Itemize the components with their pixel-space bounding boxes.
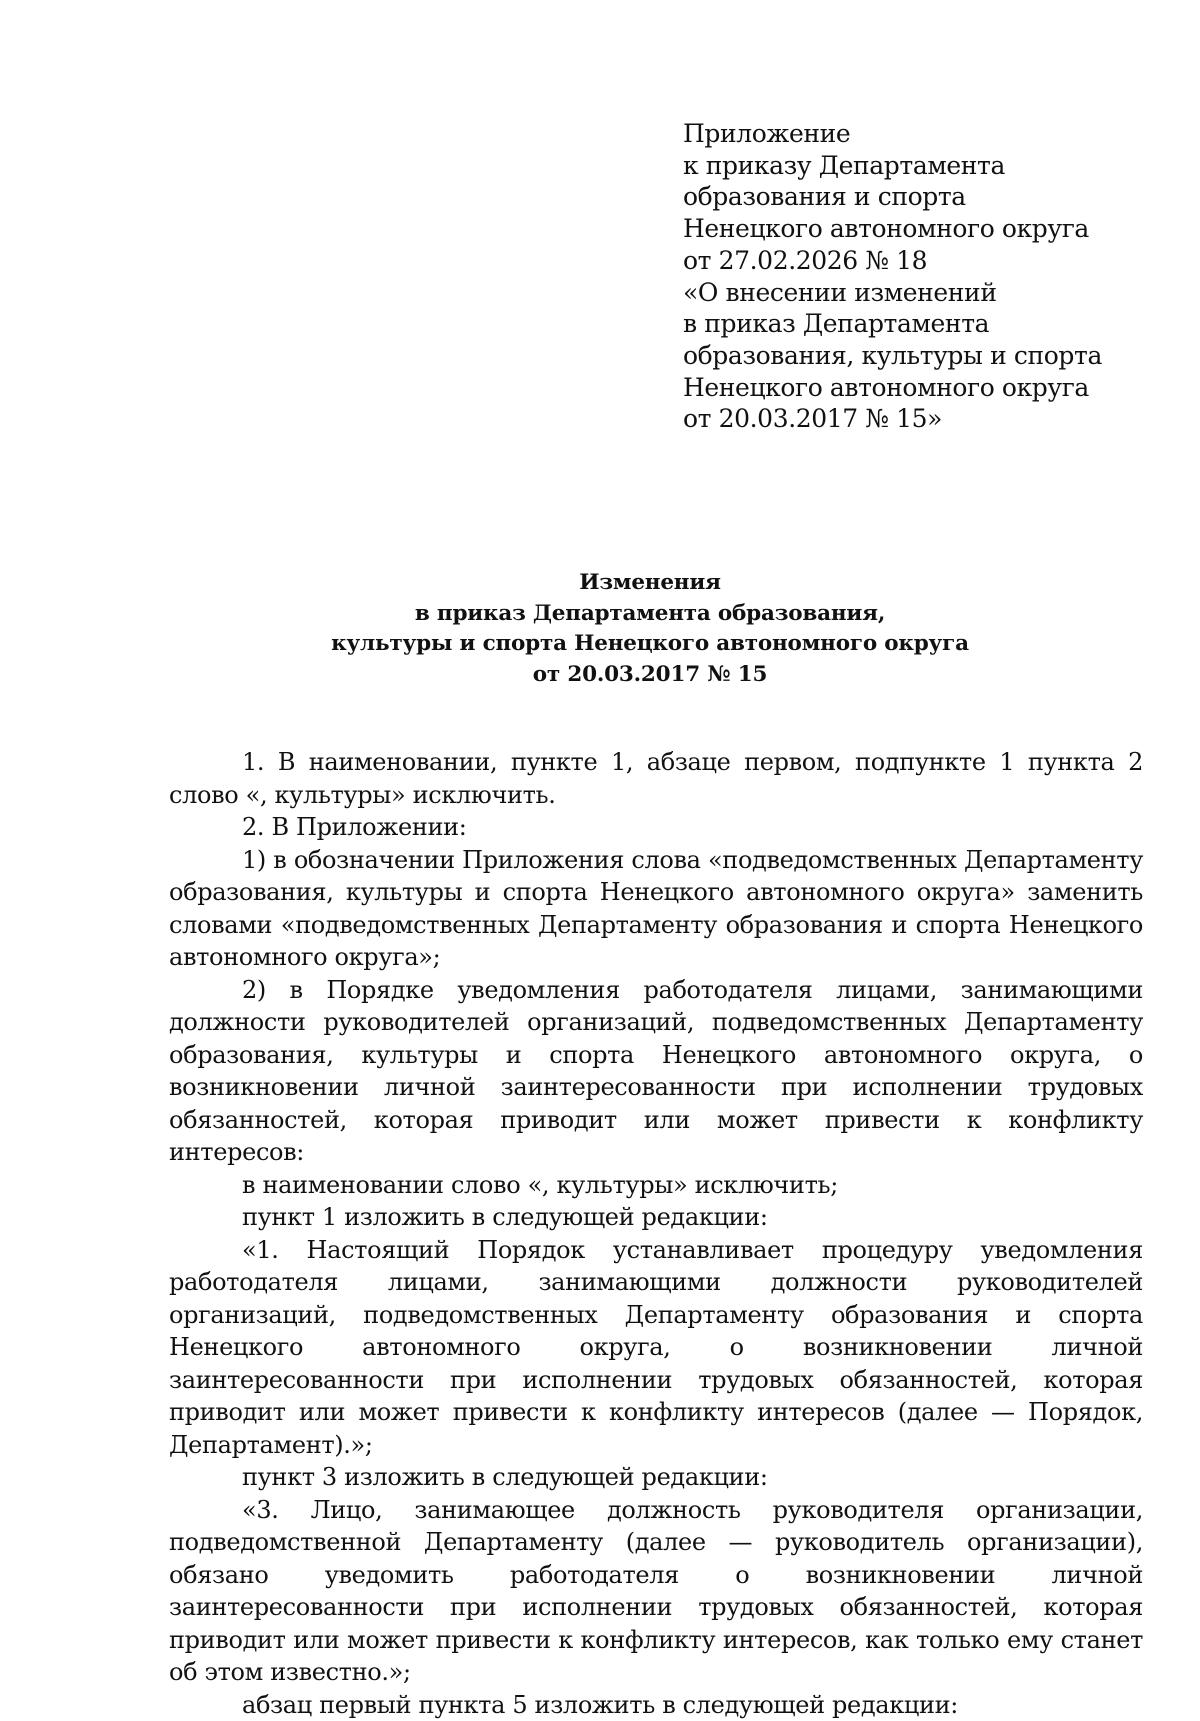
approval-line: образования, культуры и спорта (683, 340, 1153, 372)
approval-line: Ненецкого автономного округа (683, 372, 1153, 404)
approval-line: образования и спорта (683, 181, 1153, 213)
paragraph: пункт 1 изложить в следующей редакции: (169, 1201, 1143, 1234)
paragraph: абзац первый пункта 5 изложить в следующей редакции: (169, 1689, 1143, 1721)
title-line: культуры и спорта Ненецкого автономного округа (160, 629, 1140, 660)
approval-line: «О внесении изменений (683, 277, 1153, 309)
document-body (169, 746, 1143, 1721)
approval-line: к приказу Департамента (683, 150, 1153, 182)
paragraph: «1. Настоящий Порядок устанавливает процедуру уведомления работодателя лицами, занимающими должности руководителей организаций, подведомственных Департаменту образования и спорта Ненецкого автономного округа, о возникновении личной заинтересованности при исполнении трудовых обязанностей, которая приводит или может привести к конфликту интересов (далее — Порядок, Департамент).»; (169, 1234, 1143, 1462)
title-line: в приказ Департамента образования, (160, 599, 1140, 630)
title-line: Изменения (160, 568, 1140, 599)
approval-line: в приказ Департамента (683, 308, 1153, 340)
paragraph: в наименовании слово «, культуры» исключить; (169, 1169, 1143, 1202)
paragraph: «3. Лицо, занимающее должность руководителя организации, подведомственной Департаменту (далее — руководитель организации), обязано уведомить работодателя о возникновении личной заинтересованности при исполнении трудовых обязанностей, которая приводит или может привести к конфликту интересов, как только ему станет об этом известно.»; (169, 1494, 1143, 1689)
approval-line: от 20.03.2017 № 15» (683, 403, 1153, 435)
paragraph: 1) в обозначении Приложения слова «подведомственных Департаменту образования, культуры и спорта Ненецкого автономного округа» заменить словами «подведомственных Департаменту образования и спорта Ненецкого автономного округа»; (169, 844, 1143, 974)
approval-line: Ненецкого автономного округа (683, 213, 1153, 245)
document-title (160, 568, 1140, 690)
paragraph: 2. В Приложении: (169, 811, 1143, 844)
approval-block (683, 118, 1153, 435)
approval-line: Приложение (683, 118, 1153, 150)
paragraph: 1. В наименовании, пункте 1, абзаце первом, подпункте 1 пункта 2 слово «, культуры» исключить. (169, 746, 1143, 811)
paragraph: пункт 3 изложить в следующей редакции: (169, 1461, 1143, 1494)
paragraph: 2) в Порядке уведомления работодателя лицами, занимающими должности руководителей организаций, подведомственных Департаменту образования, культуры и спорта Ненецкого автономного округа, о возникновении личной заинтересованности при исполнении трудовых обязанностей, которая приводит или может привести к конфликту интересов: (169, 974, 1143, 1169)
approval-line: от 27.02.2026 № 18 (683, 245, 1153, 277)
title-line: от 20.03.2017 № 15 (160, 660, 1140, 691)
